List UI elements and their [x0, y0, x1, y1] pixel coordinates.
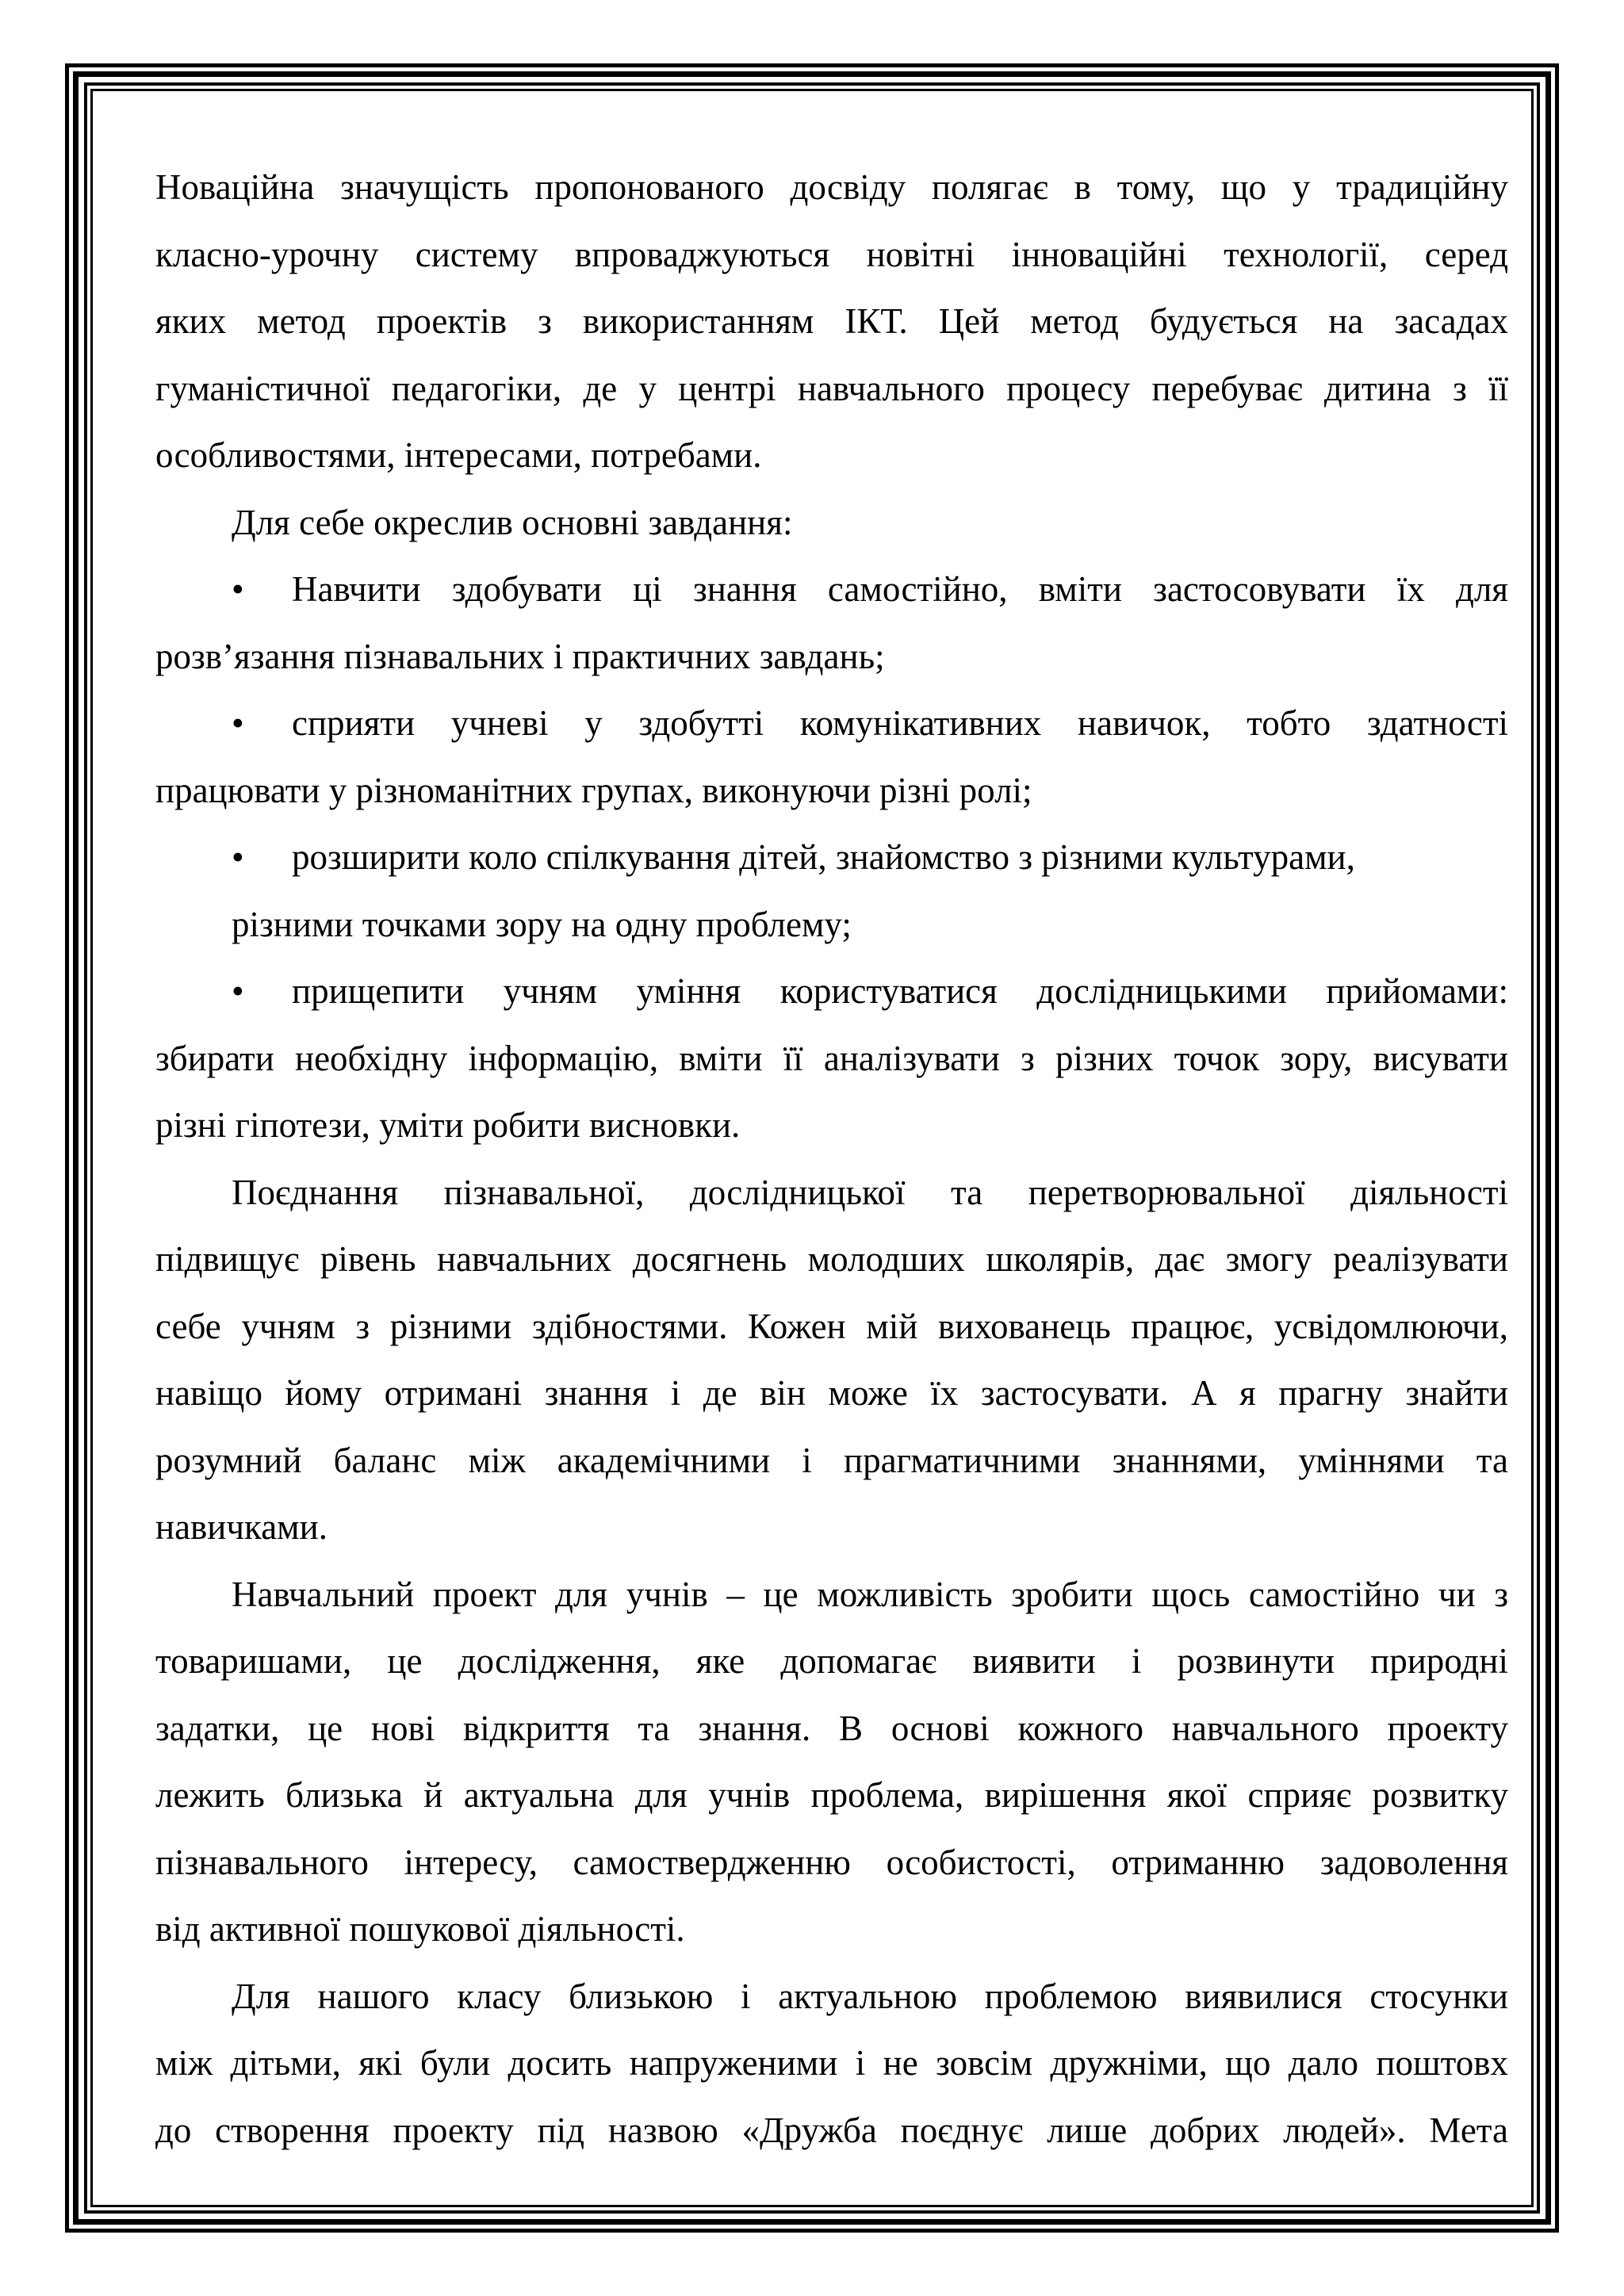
paragraph-line: Новаційна значущість пропонованого досвіду полягає в тому, що у традиційну	[155, 167, 1508, 207]
bullet-icon: •	[232, 569, 244, 609]
paragraph-line: яких метод проектів з використанням ІКТ. Цей метод будується на засадах	[155, 301, 1508, 341]
bullet-text: сприяти учневі у здобутті комунікативних навичок, тобто здатності	[292, 703, 1508, 743]
paragraph-line: розумний баланс між академічними і прагматичними знаннями, уміннями та	[155, 1440, 1508, 1480]
document-body	[155, 154, 1508, 2164]
paragraph-line: збирати необхідну інформацію, вміти її аналізувати з різних точок зору, висувати	[155, 1038, 1508, 1078]
paragraph-line: між дітьми, які були досить напруженими і не зовсім дружніми, що дало поштовх	[155, 2043, 1508, 2083]
bullet-text: прищепити учням уміння користуватися дослідницькими прийомами:	[292, 971, 1508, 1011]
bullet-icon: •	[232, 837, 244, 877]
paragraph-line: навичками.	[155, 1507, 327, 1547]
bullet-item-line	[155, 556, 1508, 623]
paragraph-line: себе учням з різними здібностями. Кожен мій вихованець працює, усвідомлюючи,	[155, 1306, 1508, 1346]
paragraph-line: навіщо йому отримані знання і де він може їх застосувати. А я прагну знайти	[155, 1373, 1508, 1413]
paragraph-line: підвищує рівень навчальних досягнень молодших школярів, дає змогу реалізувати	[155, 1239, 1508, 1279]
bullet-text: розширити коло спілкування дітей, знайомство з різними культурами,	[292, 837, 1355, 877]
bullet-icon: •	[232, 971, 244, 1011]
paragraph-line: Для себе окреслив основні завдання:	[232, 502, 793, 542]
paragraph-line: лежить близька й актуальна для учнів проблема, вирішення якої сприяє розвитку	[155, 1775, 1508, 1815]
paragraph-line: товаришами, це дослідження, яке допомагає виявити і розвинути природні	[155, 1641, 1508, 1681]
bullet-item-line	[155, 958, 1508, 1025]
paragraph-line: гуманістичної педагогіки, де у центрі навчального процесу перебуває дитина з її	[155, 368, 1508, 408]
bullet-text: Навчити здобувати ці знання самостійно, вміти застосовувати їх для	[292, 569, 1508, 609]
paragraph-line: від активної пошукової діяльності.	[155, 1909, 685, 1949]
paragraph-line: пізнавального інтересу, самоствердженню особистості, отриманню задоволення	[155, 1842, 1508, 1882]
paragraph-line: задатки, це нові відкриття та знання. В основі кожного навчального проекту	[155, 1708, 1508, 1748]
paragraph-line: класно-урочну систему впроваджуються новітні інноваційні технології, серед	[155, 234, 1508, 274]
paragraph-line: особливостями, інтересами, потребами.	[155, 435, 762, 475]
paragraph-line: Поєднання пізнавальної, дослідницької та перетворювальної діяльності	[232, 1172, 1508, 1212]
paragraph-line: до створення проекту під назвою «Дружба поєднує лише добрих людей». Мета	[155, 2110, 1508, 2150]
paragraph-line: Для нашого класу близькою і актуальною проблемою виявилися стосунки	[232, 1976, 1508, 2016]
bullet-item-line	[155, 824, 1508, 891]
paragraph-line: працювати у різноманітних групах, виконуючи різні ролі;	[155, 770, 1032, 810]
paragraph-line: розв’язання пізнавальних і практичних завдань;	[155, 636, 885, 676]
paragraph-line: Навчальний проект для учнів – це можливість зробити щось самостійно чи з	[232, 1574, 1508, 1614]
bullet-icon: •	[232, 703, 244, 743]
paragraph-line: різними точками зору на одну проблему;	[232, 904, 852, 944]
bullet-item-line	[155, 690, 1508, 757]
paragraph-line: різні гіпотези, уміти робити висновки.	[155, 1105, 741, 1145]
